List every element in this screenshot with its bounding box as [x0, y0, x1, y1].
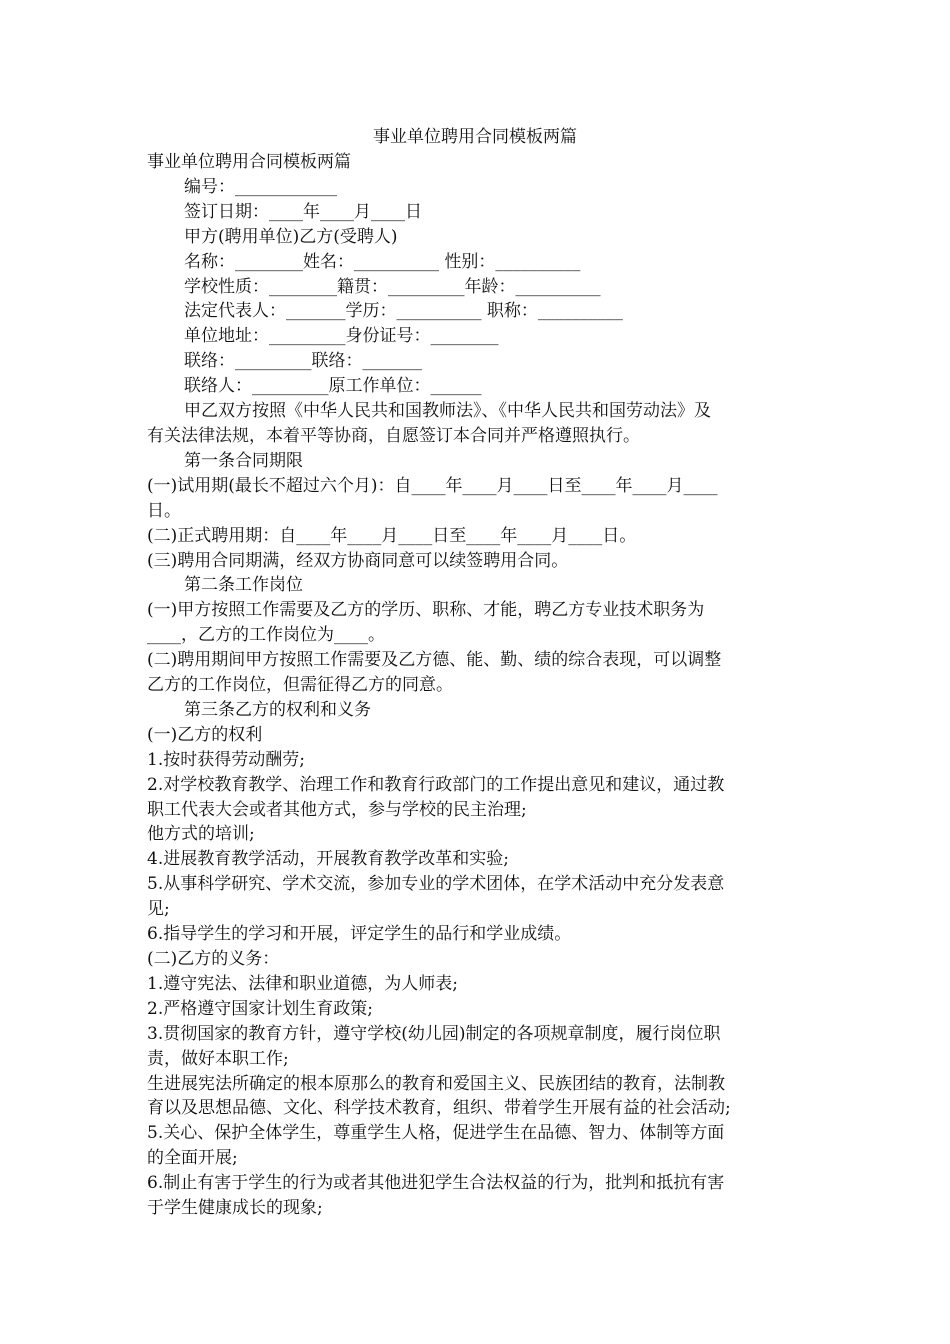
document-line: 生进展宪法所确定的根本原那么的教育和爱国主义、民族团结的教育，法制教 [147, 1073, 725, 1094]
document-line: 第一条合同期限 [184, 450, 303, 471]
document-line: (二)乙方的义务： [147, 949, 280, 969]
document-line: 有关法律法规，本着平等协商，自愿签订本合同并严格遵照执行。 [147, 425, 640, 446]
document-line: 3.贯彻国家的教育方针，遵守学校(幼儿园)制定的各项规章制度，履行岗位职 [147, 1023, 721, 1044]
document-line: 4.进展教育教学活动，开展教育教学改革和实验; [147, 849, 509, 870]
document-line: (一)乙方的权利 [147, 724, 263, 745]
document-body [147, 150, 807, 1221]
document-line: (一)试用期(最长不超过六个月)：自____年____月____日至____年____月____ [147, 475, 718, 496]
document-line: 的全面开展; [147, 1148, 238, 1169]
document-line: 单位地址：_________身份证号：________ [184, 326, 499, 347]
document-line: (三)聘用合同期满，经双方协商同意可以续签聘用合同。 [147, 550, 569, 571]
document-line: 5.从事科学研究、学术交流，参加专业的学术团体，在学术活动中充分发表意 [147, 874, 725, 895]
document-line: (二)聘用期间甲方按照工作需要及乙方德、能、勤、绩的综合表现，可以调整 [147, 650, 722, 671]
document-line: 日。 [147, 500, 181, 521]
document-line: 于学生健康成长的现象; [147, 1198, 323, 1219]
document-line: 乙方的工作岗位，但需征得乙方的同意。 [147, 675, 453, 696]
document-line: 编号：____________ [184, 176, 337, 197]
document-line: 学校性质：________籍贯：_________年龄：__________ [184, 276, 601, 297]
document-line: (二)正式聘用期：自____年____月____日至____年____月____日。 [147, 525, 637, 546]
document-line: ____，乙方的工作岗位为____。 [147, 625, 385, 646]
document-line: 签订日期：____年____月____日 [184, 201, 422, 222]
page-title: 事业单位聘用合同模板两篇 [373, 127, 577, 147]
document-line: 见; [147, 899, 170, 920]
document-line: 责，做好本职工作; [147, 1048, 289, 1069]
document-line: 2.对学校教育教学、治理工作和教育行政部门的工作提出意见和建议，通过教 [147, 774, 725, 795]
document-line: (一)甲方按照工作需要及乙方的学历、职称、才能，聘乙方专业技术职务为 [147, 600, 705, 621]
document-line: 甲乙双方按照《中华人民共和国教师法》、《中华人民共和国劳动法》及 [184, 401, 711, 422]
document-line: 6.制止有害于学生的行为或者其他进犯学生合法权益的行为，批判和抵抗有害 [147, 1173, 725, 1194]
document-line: 2.严格遵守国家计划生育政策; [147, 998, 373, 1019]
document-line: 5.关心、保护全体学生，尊重学生人格，促进学生在品德、智力、体制等方面 [147, 1123, 725, 1144]
document-line: 职工代表大会或者其他方式，参与学校的民主治理; [147, 799, 527, 820]
document-line: 6.指导学生的学习和开展，评定学生的品行和学业成绩。 [147, 924, 572, 945]
document-line: 甲方(聘用单位)乙方(受聘人) [184, 226, 398, 247]
document-line: 法定代表人：_______学历：__________ 职称：__________ [184, 301, 623, 322]
document-line: 名称：________姓名：__________ 性别：__________ [184, 251, 581, 272]
document-line: 育以及思想品德、文化、科学技术教育，组织、带着学生开展有益的社会活动; [147, 1098, 731, 1119]
document-line: 事业单位聘用合同模板两篇 [147, 152, 351, 172]
document-line: 第二条工作岗位 [184, 575, 303, 596]
document-line: 1.按时获得劳动酬劳; [147, 749, 305, 770]
document-line: 第三条乙方的权利和义务 [184, 699, 371, 720]
document-line: 他方式的培训; [147, 824, 255, 845]
document-line: 1.遵守宪法、法律和职业道德，为人师表; [147, 973, 458, 994]
document-line: 联络：_________联络：_______ [184, 351, 422, 372]
document-line: 联络人：_________原工作单位：______ [184, 376, 482, 397]
